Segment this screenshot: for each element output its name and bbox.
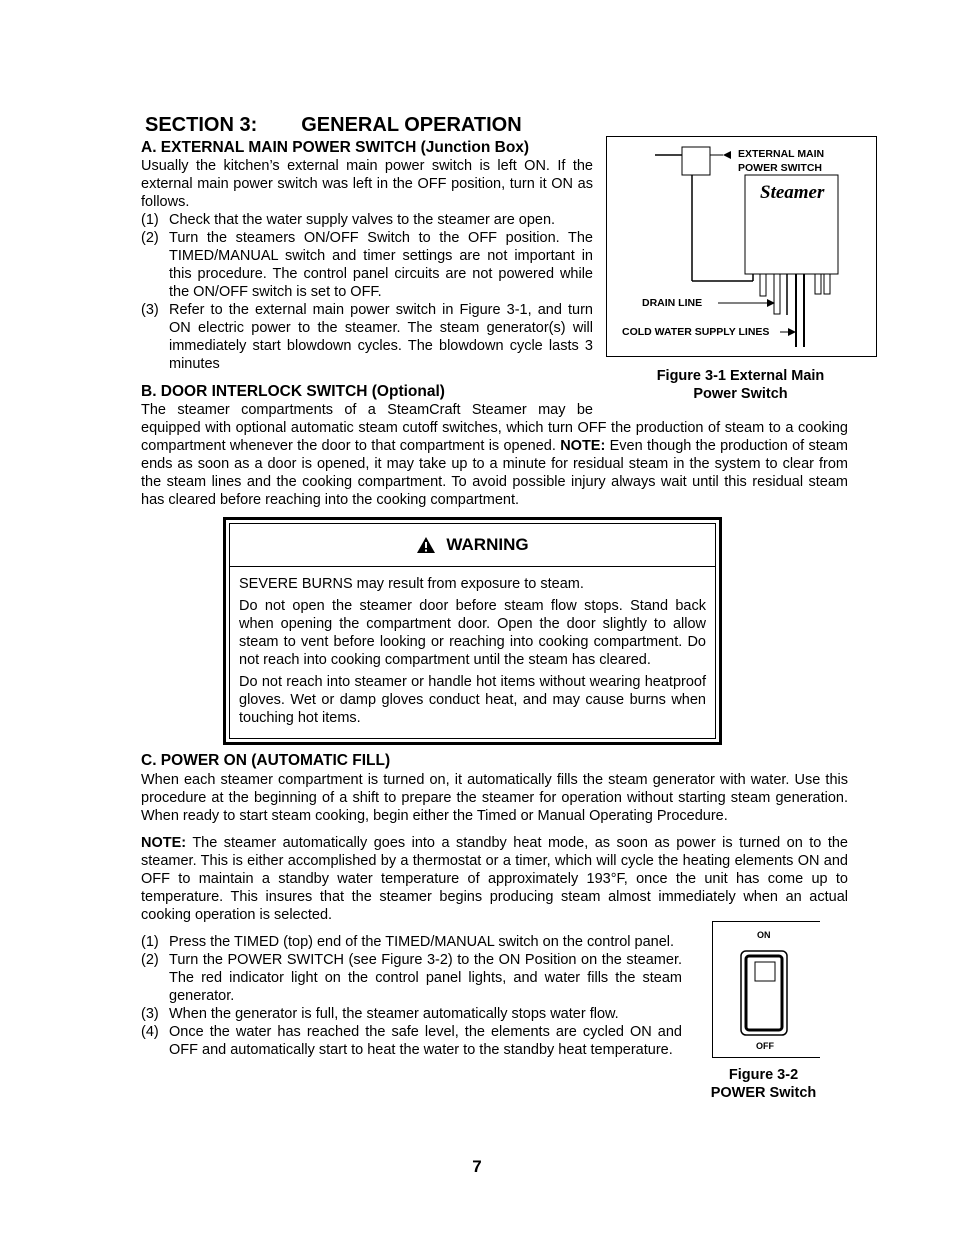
section-title [145,113,522,137]
power-on-note-text: The steamer automatically goes into a standby heat mode, as soon as power is turned on to the steamer. This is either accomplished by a thermostat or a timer, which will cycle the heating elements ON and OFF to maintain a standby water temperature of approximately 193°F, once the unit has come up to temperature. This insures that the steamer begins producing steam almost immediately when an actual cooking operation is selected. [141,835,848,923]
power-switch-diagram [713,922,820,1057]
label-switch-line-2: POWER SWITCH [738,162,822,174]
warning-header [230,524,715,567]
list-item [141,933,682,951]
label-drain-line: DRAIN LINE [642,297,703,309]
label-steamer: Steamer [760,182,825,203]
warning-paragraph-3: Do not reach into steamer or handle hot items without wearing heatproof gloves. Wet or damp gloves conduct heat, and may cause burns when touching hot items. [239,674,706,726]
door-interlock-paragraph [141,419,848,509]
list-item [141,1005,682,1023]
step-number: (1) [141,934,159,950]
figure-1-caption-line-2: Power Switch [693,386,788,402]
figure-1-caption-line-1: Figure 3-1 External Main [656,368,825,384]
list-item [141,229,593,301]
step-text: Press the TIMED (top) end of the TIMED/MANUAL switch on the control panel. [169,934,675,950]
note-label: NOTE: [141,835,187,851]
power-on-paragraph: When each steamer compartment is turned on, it automatically fills the steam generator with water. Use this procedure at the beginning of a shift to prepare the steamer for operation without starting steam generation. When ready to start steam cooking, begin either the Timed or Manual Operating Procedure. [141,772,848,824]
label-off: OFF [756,1041,774,1051]
warning-paragraph-1: SEVERE BURNS may result from exposure to steam. [239,576,584,592]
step-text: Check that the water supply valves to the steamer are open. [169,212,556,228]
heading-external-power-switch: A. EXTERNAL MAIN POWER SWITCH (Junction Box) [141,139,530,156]
external-switch-steps [141,211,593,373]
step-number: (3) [141,302,159,318]
step-number: (2) [141,230,159,246]
section-name: GENERAL OPERATION [301,114,522,136]
step-text: Once the water has reached the safe level, the elements are cycled ON and OFF and automatically start to heat the water to the standby heat temperature. [169,1024,682,1058]
warning-paragraph-2: Do not open the steamer door before steam flow stops. Stand back when opening the compartment door. Open the door slightly to allow steam to vent before looking or reaching into cooking compartment. Do not reach into cooking compartment until the steam has cleared. [239,598,706,668]
step-text: Turn the POWER SWITCH (see Figure 3-2) to the ON Position on the steamer. The red indicator light on the control panel lights, and water fills the steam generator. [169,952,682,1004]
list-item [141,1023,682,1059]
figure-2-caption-line-1: Figure 3-2 [728,1067,799,1083]
page-number: 7 [472,1157,482,1176]
note-label: NOTE: [560,438,606,454]
figure-2-caption [700,1066,827,1102]
section-number: SECTION 3: [145,114,258,136]
heading-door-interlock: B. DOOR INTERLOCK SWITCH (Optional) [141,383,445,400]
step-number: (4) [141,1024,159,1040]
step-text: Refer to the external main power switch in Figure 3-1, and turn ON electric power to the steamer. The steam generator(s) will immediately start blowdown cycles. The blowdown cycle lasts 3 minutes [169,302,593,372]
warning-box [223,517,722,745]
step-text: When the generator is full, the steamer automatically stops water flow. [169,1006,619,1022]
step-text: Turn the steamers ON/OFF Switch to the OFF position. The TIMED/MANUAL switch and timer settings are not important in this procedure. The control panel circuits are not powered while the ON/OFF switch is set to OFF. [169,230,593,300]
label-cold-water-lines: COLD WATER SUPPLY LINES [622,326,770,338]
warning-title: WARNING [446,535,529,554]
power-on-note [141,834,848,924]
warning-triangle-icon [416,536,436,554]
list-item [141,301,593,373]
external-switch-diagram [607,137,876,356]
power-on-steps [141,933,682,1059]
step-number: (2) [141,952,159,968]
figure-power-switch [712,921,820,1058]
door-interlock-note: Even though the production of steam ends as soon as a door is opened, it may take up to a minute for residual steam in the system to clear from the steam lines and the cooking compartment. To avoid possible injury always wait until this residual steam has cleared before reaching into the cooking compartment. [141,438,848,508]
list-item [141,951,682,1005]
label-on: ON [757,930,771,940]
figure-2-caption-line-2: POWER Switch [710,1085,817,1101]
heading-power-on: C. POWER ON (AUTOMATIC FILL) [141,752,391,769]
door-interlock-text: equipped with optional automatic steam cutoff switches, which turn OFF the production of steam to a cooking compartment whenever the door to that compartment is opened. [141,420,848,454]
step-number: (1) [141,212,159,228]
list-item [141,211,593,229]
figure-external-power-switch [606,136,877,357]
step-number: (3) [141,1006,159,1022]
external-switch-intro: Usually the kitchen’s external main power switch is left ON. If the external main power switch was left in the OFF position, turn it ON as follows. [141,158,593,210]
label-switch-line-1: EXTERNAL MAIN [738,148,825,160]
figure-1-caption [606,367,875,403]
door-interlock-line-1: The steamer compartments of a SteamCraft Steamer may be [141,402,593,418]
